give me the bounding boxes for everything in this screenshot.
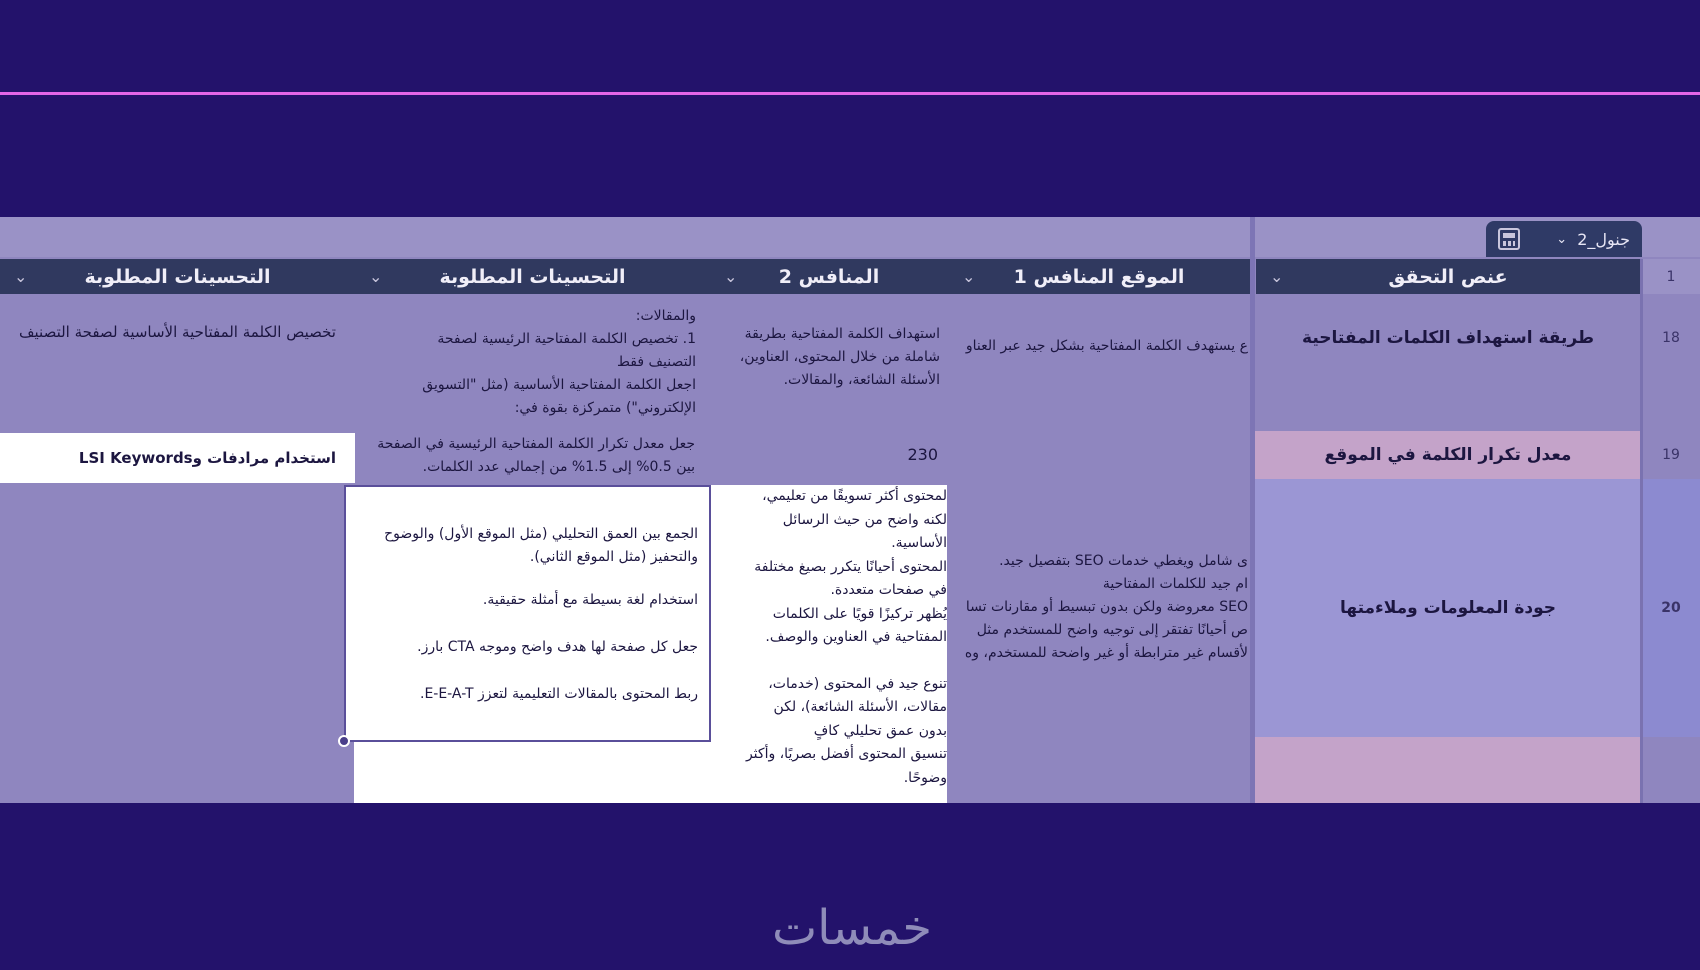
text-line: الإلكتروني") متمركزة بقوة في: xyxy=(514,400,696,416)
text-line xyxy=(711,650,947,673)
text-line: شاملة من خلال المحتوى، العناوين، xyxy=(739,349,940,365)
spreadsheet xyxy=(0,217,1700,803)
text-line: بين 0.5% إلى 1.5% من إجمالي عدد الكلمات. xyxy=(422,459,695,475)
header-label: عنص التحقق xyxy=(1388,265,1508,288)
text-line: مقالات، الأسئلة الشائعة)، لكن xyxy=(773,699,947,715)
cell-improvements1-20[interactable] xyxy=(344,485,711,742)
text-line: ص أحيانًا تفتقر إلى توجيه واضح للمستخدم مثل xyxy=(976,622,1248,638)
text-line: تنوع جيد في المحتوى (خدمات، xyxy=(768,675,947,692)
text-line: الأساسية. xyxy=(891,535,947,551)
cell-competitor2-20[interactable] xyxy=(711,485,947,790)
khamsat-logo: خمسات xyxy=(771,900,933,956)
header-competitor-1[interactable] xyxy=(948,259,1250,294)
text-line: والمقالات: xyxy=(635,308,696,324)
header-label: التحسينات المطلوبة xyxy=(439,265,626,288)
text-line: تنسيق المحتوى أفضل بصريًا، وأكثر xyxy=(745,746,947,762)
cell-improvements1-18[interactable] xyxy=(360,305,696,420)
cell-element-20[interactable]: جودة المعلومات وملاءمتها xyxy=(1339,598,1557,618)
chevron-down-icon[interactable]: ⌄ xyxy=(1270,267,1284,286)
text-line: لكنه واضح من حيث الرسائل xyxy=(782,511,947,528)
improvement-item: استخدام لغة بسيطة مع أمثلة حقيقية. xyxy=(482,592,698,608)
sheet-tab-label: جنول_2 xyxy=(1577,229,1630,249)
text-line: SEO معروضة ولكن بدون تبسيط أو مقارنات تسا xyxy=(965,599,1248,615)
sheet-tab[interactable] xyxy=(1486,221,1642,257)
header-competitor-2[interactable] xyxy=(710,259,948,294)
chevron-down-icon[interactable]: ⌄ xyxy=(369,267,383,286)
text-line: المحتوى أحيانًا يتكرر بصيغ مختلفة xyxy=(754,558,947,575)
chevron-down-icon[interactable]: ⌄ xyxy=(962,267,976,286)
improvement-item: الجمع بين العمق التحليلي (مثل الموقع الأول) والوضوح والتحفيز (مثل الموقع الثاني). xyxy=(384,526,698,565)
cell-improvements1-21-bg xyxy=(354,742,711,803)
cell-improvements2-18[interactable]: تخصيص الكلمة المفتاحية الأساسية لصفحة التصنيف xyxy=(19,323,336,341)
text-line: لأقسام غير مترابطة أو غير واضحة للمستخدم، وه xyxy=(964,645,1248,661)
improvement-item: جعل كل صفحة لها هدف واضح وموجه CTA بارز. xyxy=(417,639,698,655)
text-line: في صفحات متعددة. xyxy=(830,582,947,598)
accent-line xyxy=(0,92,1700,95)
row-number-18: 18 xyxy=(1662,330,1680,346)
cell-improvements1-19[interactable] xyxy=(355,433,695,479)
text-line: التصنيف فقط xyxy=(617,354,696,370)
text-line: الأسئلة الشائعة، والمقالات. xyxy=(783,372,940,388)
text-line: ى شامل ويغطي خدمات SEO بتفصيل جيد. xyxy=(999,553,1248,569)
row21-key-bg xyxy=(1255,737,1641,803)
header-improvements-2[interactable] xyxy=(0,259,355,294)
text-line: يُظهر تركيزًا قويًا على الكلمات xyxy=(772,605,947,622)
text-line: وضوحًا. xyxy=(903,769,947,786)
cell-competitor2-19[interactable]: 230 xyxy=(907,445,938,464)
cell-element-19[interactable]: معدل تكرار الكلمة في الموقع xyxy=(1324,445,1572,465)
text-line: 1. تخصيص الكلمة المفتاحية الرئيسية لصفحة xyxy=(437,331,696,347)
text-line: لمحتوى أكثر تسويقًا من تعليمي، xyxy=(762,488,947,504)
header-label: الموقع المنافس 1 xyxy=(1013,265,1185,288)
text-line: بدون عمق تحليلي كافٍ xyxy=(813,722,947,739)
chevron-down-icon[interactable]: ⌄ xyxy=(14,267,28,286)
text-line: جعل معدل تكرار الكلمة المفتاحية الرئيسية في الصفحة xyxy=(377,436,695,452)
row-number-20: 20 xyxy=(1661,600,1681,616)
chevron-down-icon[interactable]: ⌄ xyxy=(724,267,738,286)
tab-strip xyxy=(0,217,1700,257)
header-label: التحسينات المطلوبة xyxy=(84,265,271,288)
cell-element-18[interactable]: طريقة استهداف الكلمات المفتاحية xyxy=(1302,328,1594,348)
header-improvements-1[interactable] xyxy=(355,259,710,294)
chevron-down-icon[interactable]: ⌄ xyxy=(1556,231,1568,247)
calculator-icon[interactable] xyxy=(1498,228,1520,250)
cell-competitor2-18[interactable] xyxy=(700,323,940,392)
cell-competitor1-18[interactable]: ع يستهدف الكلمة المفتاحية بشكل جيد عبر العناو xyxy=(965,338,1248,354)
cell-competitor1-20[interactable] xyxy=(948,550,1248,665)
text-line: المفتاحية في العناوين والوصف. xyxy=(765,629,947,645)
row-number-header: 1 xyxy=(1642,259,1700,294)
improvement-item: ربط المحتوى بالمقالات التعليمية لتعزز E-E-A-T. xyxy=(419,686,698,702)
text-line: ام جيد للكلمات المفتاحية xyxy=(1102,576,1248,592)
header-label: المنافس 2 xyxy=(778,265,880,288)
text-line: اجعل الكلمة المفتاحية الأساسية (مثل "التسويق xyxy=(422,377,696,393)
text-line: استهداف الكلمة المفتاحية بطريقة xyxy=(744,326,940,342)
header-check-element[interactable] xyxy=(1256,259,1640,294)
row-number-19: 19 xyxy=(1662,447,1680,463)
selection-fill-handle[interactable] xyxy=(338,735,350,747)
cell-improvements2-19[interactable]: استخدام مرادفات وLSI Keywords xyxy=(78,449,336,467)
